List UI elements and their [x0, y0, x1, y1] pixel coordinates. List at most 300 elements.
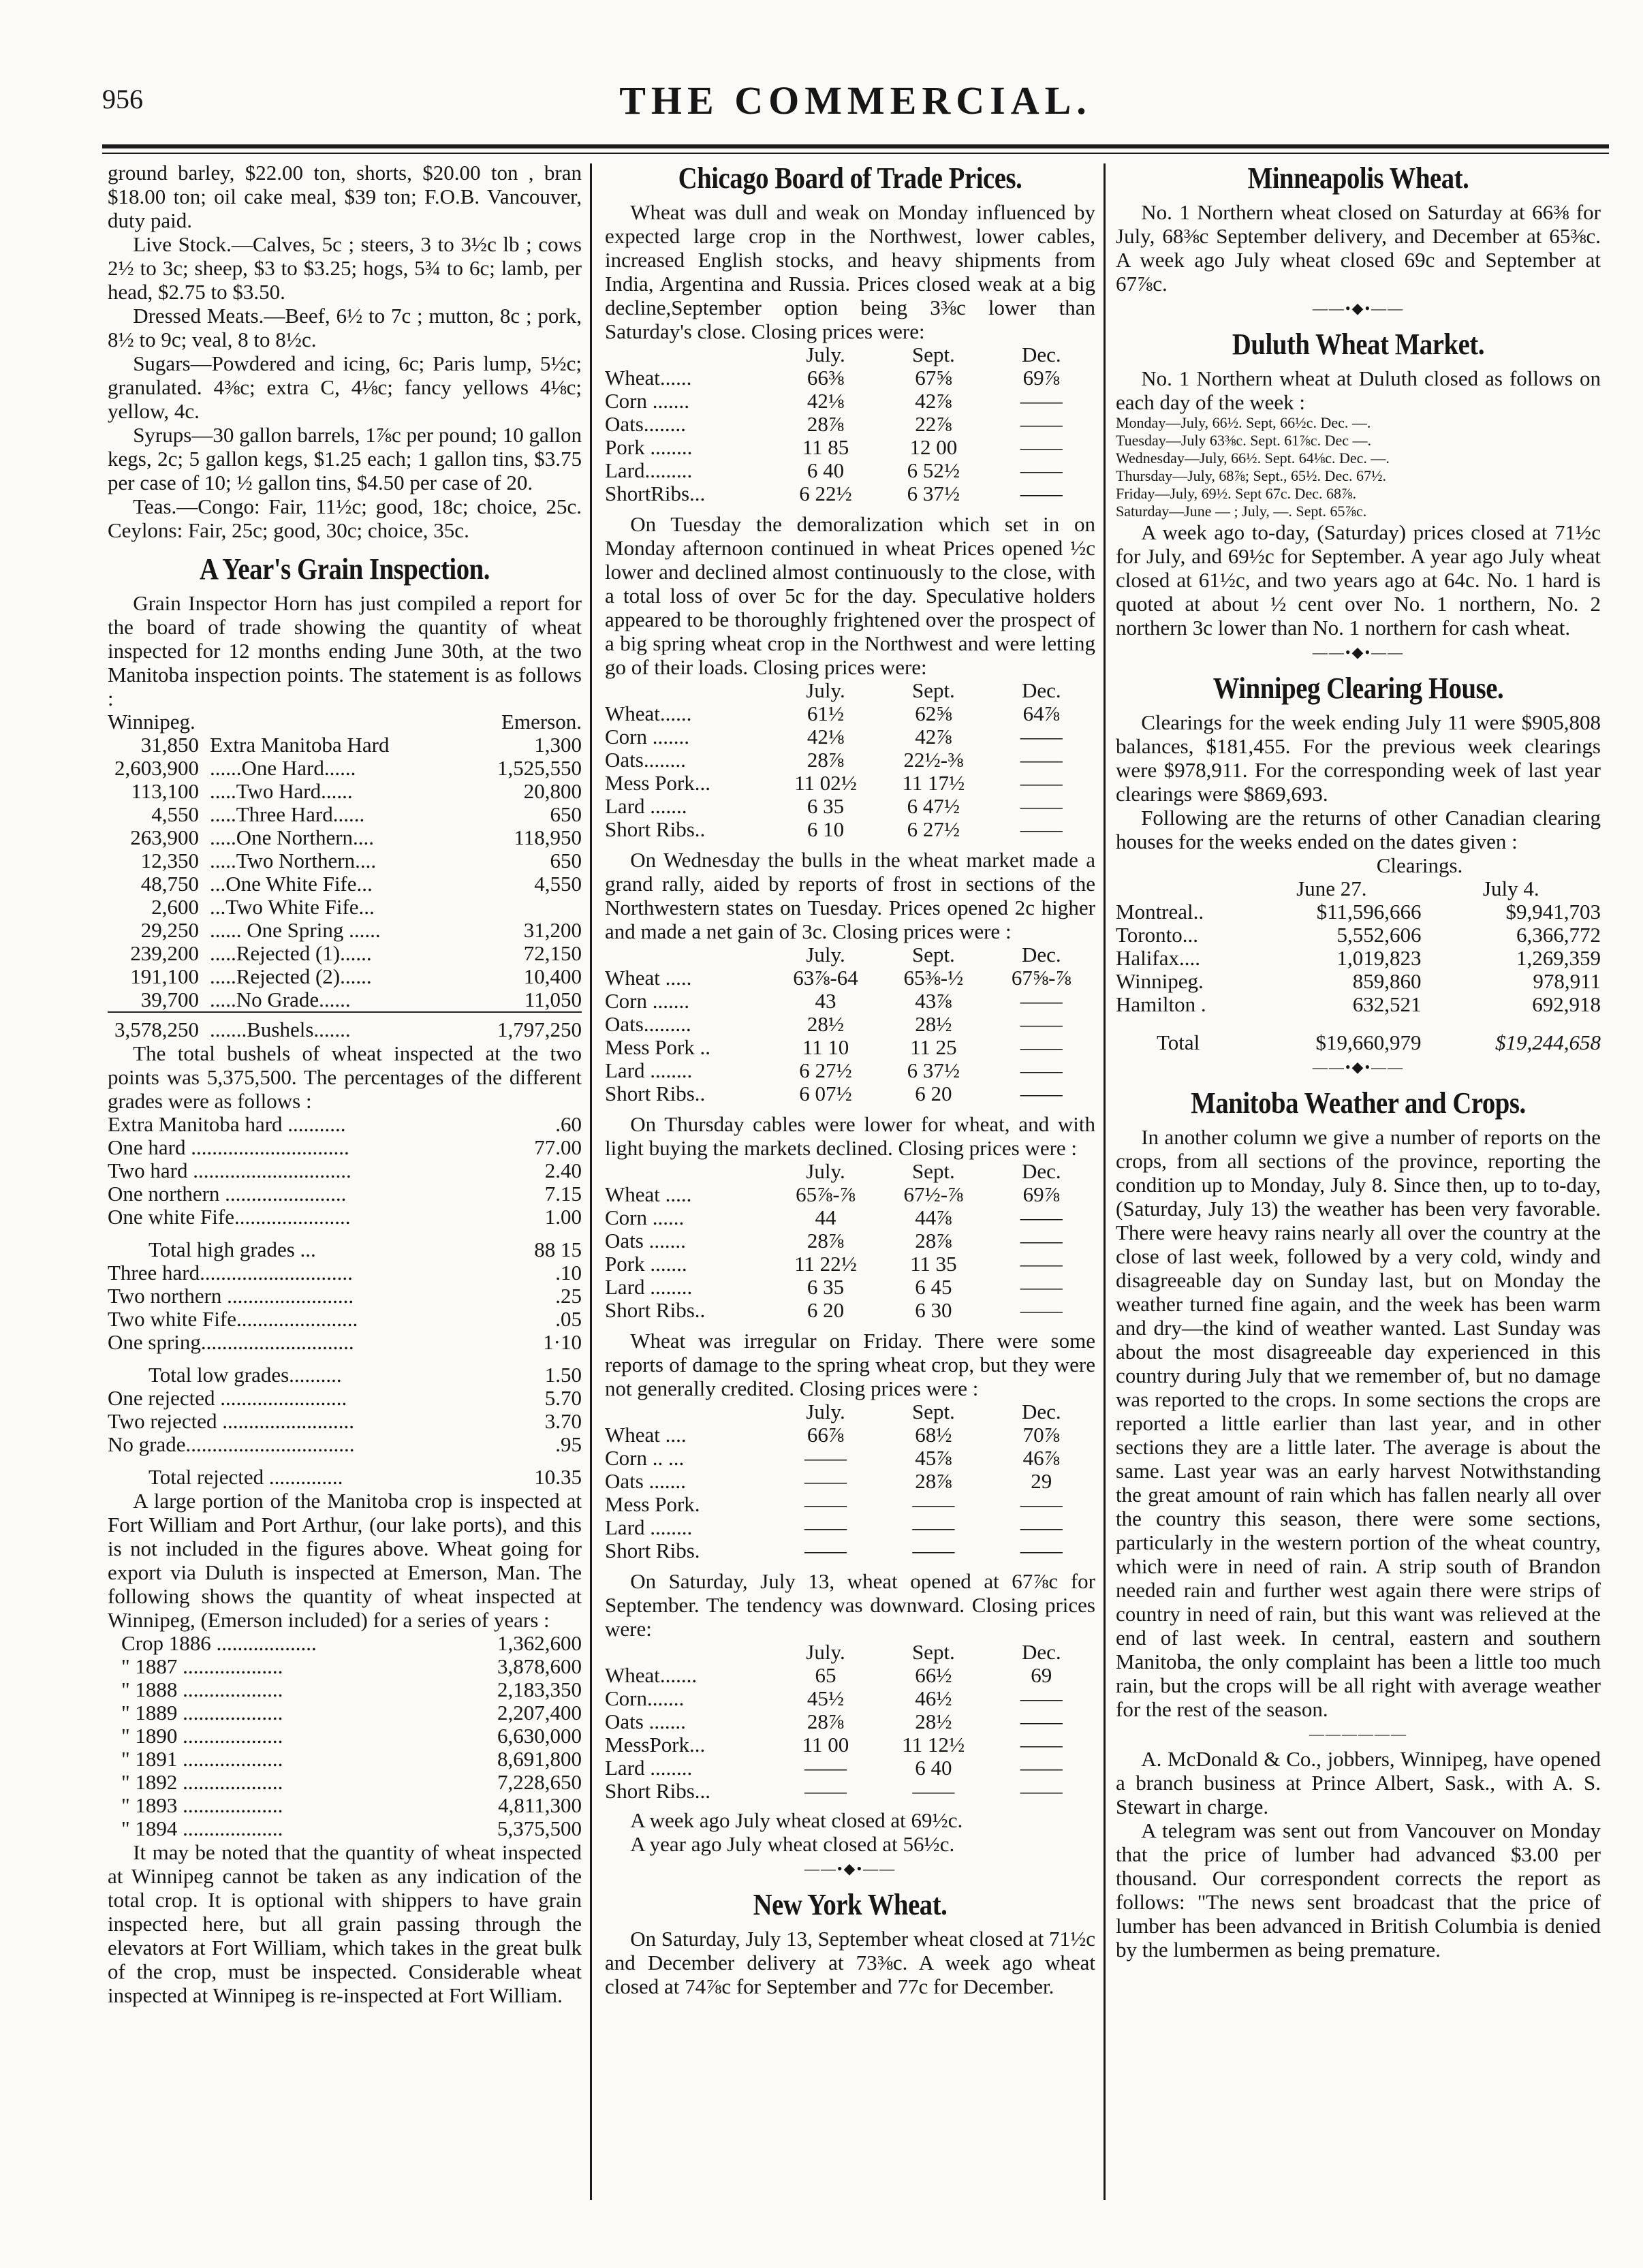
- table-row: [108, 826, 582, 849]
- table-cell: ——: [1020, 771, 1063, 795]
- table-cell: .....No Grade......: [210, 988, 351, 1011]
- table-cell: ——: [1020, 482, 1063, 505]
- table-cell: 5,552,606: [1336, 923, 1422, 947]
- table-cell: ——: [1020, 1686, 1063, 1710]
- table-row: [605, 436, 1095, 459]
- table-row: [108, 1771, 582, 1794]
- table-row: [605, 1733, 1095, 1757]
- table-row: [108, 1748, 582, 1771]
- table-cell: 28⅞: [915, 1229, 952, 1253]
- table-cell: 29,250: [140, 918, 199, 942]
- table-header-row: [1116, 877, 1601, 900]
- table-row: [605, 1516, 1095, 1539]
- table-cell: 3.70: [544, 1409, 582, 1433]
- article-paragraph: Dressed Meats.—Beef, 6½ to 7c ; mutton, 8c ; pork, 8½ to 9c; veal, 8 to 8½c.: [108, 304, 582, 351]
- article-paragraph: On Saturday, July 13, wheat opened at 67⅞c for September. The tendency was downward. Closing prices were:: [605, 1569, 1095, 1641]
- table-cell: " 1894 ...................: [121, 1816, 283, 1840]
- table-cell: 61½: [807, 702, 845, 725]
- article-paragraph: No. 1 Northern wheat closed on Saturday at 66⅜ for July, 68⅜c September delivery, and December at 65⅜c. A week ago July wheat closed 69c and September at 67⅞c.: [1116, 200, 1601, 296]
- table-cell: ...One White Fife...: [210, 872, 373, 896]
- table-cell: 6 35: [807, 794, 845, 818]
- header-rule-thick: [102, 144, 1609, 148]
- table-row: [108, 919, 582, 942]
- column-header: Sept.: [911, 1159, 955, 1183]
- table-cell: 4,811,300: [498, 1793, 582, 1817]
- table-row: [108, 872, 582, 896]
- article-title: Winnipeg Clearing House.: [1212, 672, 1504, 705]
- table-cell: .95: [555, 1432, 582, 1456]
- table-cell: MessPork...: [605, 1733, 706, 1757]
- column-header: July.: [806, 1400, 845, 1423]
- table-cell: Total: [1157, 1030, 1200, 1054]
- table-cell: ——: [912, 1539, 955, 1562]
- table-cell: 31,200: [523, 918, 582, 942]
- table-cell: Lard ........: [605, 1058, 693, 1082]
- article-title: Manitoba Weather and Crops.: [1191, 1086, 1526, 1120]
- article-paragraph: The total bushels of wheat inspected at the two points was 5,375,500. The percentages of the different grades were as follows :: [108, 1041, 582, 1113]
- table-cell: 69⅞: [1022, 1182, 1060, 1206]
- table-row: [605, 1036, 1095, 1059]
- column-header: July.: [806, 1640, 845, 1664]
- table-cell: 39,700: [140, 988, 199, 1011]
- table-cell: ——: [1020, 435, 1063, 459]
- table-row: [605, 1780, 1095, 1803]
- table-cell: 6,630,000: [497, 1724, 582, 1748]
- table-row: [605, 1447, 1095, 1470]
- price-table: [605, 343, 1095, 505]
- table-row: [605, 1082, 1095, 1105]
- table-cell: 2,183,350: [497, 1678, 582, 1701]
- table-cell: Lard.........: [605, 458, 693, 482]
- table-cell: 44: [815, 1206, 836, 1229]
- column-header: July.: [806, 943, 845, 966]
- table-cell: Mess Pork ..: [605, 1035, 711, 1059]
- table-cell: ——: [1020, 794, 1063, 818]
- table-cell: ——: [1020, 1206, 1063, 1229]
- table-row: [605, 1206, 1095, 1229]
- table-cell: 650: [550, 849, 582, 872]
- table-cell: 43⅞: [915, 989, 952, 1013]
- table-cell: Wheat .....: [605, 1182, 692, 1206]
- table-cell: Corn .. ...: [605, 1446, 685, 1470]
- table-cell: 28⅞: [807, 748, 845, 772]
- table-row: [605, 702, 1095, 725]
- table-cell: $11,596,666: [1316, 900, 1422, 924]
- table-cell: ——: [804, 1492, 847, 1516]
- article-paragraph: It may be noted that the quantity of wheat inspected at Winnipeg cannot be taken as any indication of the total crop. It is optional with shippers to have grain inspected here, but all grain passing through the elevators at Fort William, which takes in the great bulk of the crop, must be inspected. Considerable wheat inspected at Winnipeg is re-inspected at Fort William.: [108, 1840, 582, 2007]
- column-header: July 4.: [1482, 877, 1539, 900]
- table-row: [605, 1299, 1095, 1322]
- table-cell: ...... One Spring ......: [210, 918, 381, 942]
- table-row: [108, 1285, 582, 1308]
- column-header: Sept.: [911, 1400, 955, 1423]
- table-cell: 1,797,250: [497, 1018, 582, 1041]
- table-cell: 77.00: [534, 1135, 582, 1159]
- table-cell: 44⅞: [915, 1206, 952, 1229]
- article-paragraph: On Tuesday the demoralization which set in on Monday afternoon continued in wheat Prices opened ½c lower and declined almost continuously to the close, with a total loss of over 5c for the day. Speculative holders appeared to be thoroughly frightened over the prospect of a big spring wheat crop in the Northwest and were letting go of their loads. Closing prices were:: [605, 512, 1095, 679]
- table-cell: 8,691,800: [497, 1747, 582, 1771]
- table-header-row: [605, 1160, 1095, 1183]
- table-row: [605, 990, 1095, 1013]
- section-divider: ——•◆•——: [1312, 644, 1405, 661]
- table-cell: 64⅞: [1022, 702, 1060, 725]
- table-cell: 3,578,250: [114, 1018, 199, 1041]
- article-title: Minneapolis Wheat.: [1247, 161, 1469, 195]
- table-row: [108, 1632, 582, 1655]
- table-cell: .....Rejected (2)......: [210, 964, 372, 988]
- article-paragraph: Grain Inspector Horn has just compiled a report for the board of trade showing the quantity of wheat inspected for 12 months ending June 30th, at the two Manitoba inspection points. The statement is as follows :: [108, 591, 582, 710]
- table-row: [605, 1757, 1095, 1780]
- table-cell: ——: [1020, 1710, 1063, 1733]
- table-cell: One northern .......................: [108, 1182, 347, 1206]
- table-row: [605, 482, 1095, 505]
- table-cell: 6 35: [807, 1275, 845, 1299]
- table-cell: 43: [815, 989, 836, 1013]
- article-paragraph: Live Stock.—Calves, 5c ; steers, 3 to 3½c lb ; cows 2½ to 3c; sheep, $3 to $3.25; hogs, 5¾ to 6c; lamb, per head, $2.75 to $3.50.: [108, 232, 582, 304]
- clearings-table: [1116, 877, 1601, 1054]
- table-cell: .25: [555, 1284, 582, 1308]
- table-cell: .....Two Northern....: [210, 849, 377, 872]
- table-header-row: [605, 943, 1095, 966]
- table-cell: 31,850: [140, 733, 199, 757]
- section-divider: ——————: [1309, 1725, 1407, 1742]
- table-cell: 11 85: [802, 435, 849, 459]
- table-row: [1116, 924, 1601, 947]
- column-header: Dec.: [1021, 1400, 1061, 1423]
- table-row: [605, 818, 1095, 841]
- table-cell: One spring.............................: [108, 1330, 354, 1354]
- list-item: Tuesday—July 63⅜c. Sept. 61⅞c. Dec —.: [1116, 432, 1371, 449]
- table-cell: 11 22½: [794, 1252, 857, 1276]
- column-1: [108, 161, 582, 2231]
- table-cell: ——: [1020, 1229, 1063, 1253]
- column-header: Dec.: [1021, 678, 1061, 702]
- table-cell: " 1892 ...................: [121, 1770, 283, 1794]
- table-cell: 69⅞: [1022, 366, 1060, 390]
- table-cell: 6 52½: [907, 458, 960, 482]
- table-row: [605, 1710, 1095, 1733]
- table-cell: $19,660,979: [1315, 1030, 1422, 1054]
- table-cell: 67½-⅞: [903, 1182, 964, 1206]
- table-cell: Oats .......: [605, 1710, 686, 1733]
- table-cell: 6 10: [807, 817, 845, 841]
- table-cell: $19,244,658: [1495, 1030, 1601, 1054]
- table-cell: ——: [912, 1492, 955, 1516]
- table-cell: 6 22½: [799, 482, 852, 505]
- table-cell: 4,550: [151, 802, 199, 826]
- table-cell: 66⅞: [807, 1423, 845, 1447]
- table-row: [108, 803, 582, 826]
- table-cell: 22½-⅜: [903, 748, 964, 772]
- page-header: [102, 68, 1609, 143]
- price-table: [605, 679, 1095, 841]
- crops-table: [108, 1632, 582, 1840]
- article-paragraph: On Wednesday the bulls in the wheat market made a grand rally, aided by reports of frost in sections of the Northwestern states on Tuesday. Prices opened 2c higher and made a net gain of 3c. Closing prices were :: [605, 848, 1095, 943]
- duluth-daily-list: [1116, 414, 1601, 520]
- article-paragraph: A week ago to-day, (Saturday) prices closed at 71½c for July, and 69½c for September. A year ago July wheat closed at 61½c, and two years ago at 64c. No. 1 hard is quoted at about ½ cent over No. 1 northern, No. 2 northern 3c lower than No. 1 northern for cash wheat.: [1116, 520, 1601, 640]
- table-cell: Corn ......: [605, 1206, 685, 1229]
- table-row: [108, 1261, 582, 1285]
- table-cell: Hamilton .: [1116, 992, 1206, 1016]
- table-cell: 11 10: [802, 1035, 849, 1059]
- table-cell: Two white Fife.......................: [108, 1307, 358, 1331]
- table-row: [108, 1206, 582, 1229]
- table-row: [108, 1410, 582, 1433]
- table-cell: 11 12½: [902, 1733, 965, 1757]
- table-cell: 45⅞: [915, 1446, 952, 1470]
- column-header: Dec.: [1021, 1640, 1061, 1664]
- table-cell: 42⅞: [915, 725, 952, 749]
- table-row: [605, 413, 1095, 436]
- table-cell: 191,100: [130, 964, 199, 988]
- table-cell: Oats.........: [605, 1012, 691, 1036]
- table-row: [1116, 993, 1601, 1016]
- table-cell: .10: [555, 1261, 582, 1285]
- table-cell: 6 37½: [907, 482, 960, 505]
- table-cell: .......Bushels.......: [210, 1018, 351, 1041]
- table-cell: Oats........: [605, 748, 686, 772]
- table-cell: 67⅝-⅞: [1011, 966, 1071, 990]
- table-cell: ——: [804, 1779, 847, 1803]
- article-title: A Year's Grain Inspection.: [200, 552, 490, 586]
- header-rule-thin: [102, 153, 1609, 154]
- table-cell: Corn .......: [605, 989, 689, 1013]
- article-paragraph: Following are the returns of other Canadian clearing houses for the weeks ended on the dates given :: [1116, 806, 1601, 853]
- table-cell: 45½: [807, 1686, 845, 1710]
- table-cell: Short Ribs..: [605, 1082, 706, 1105]
- table-cell: ShortRibs...: [605, 482, 706, 505]
- chicago-days: [605, 200, 1095, 1803]
- table-cell: 28⅞: [807, 1710, 845, 1733]
- table-cell: 11 00: [802, 1733, 849, 1757]
- table-cell: ——: [1020, 1492, 1063, 1516]
- table-row: [605, 772, 1095, 795]
- column-3: [1116, 161, 1601, 2231]
- table-row: [108, 1817, 582, 1840]
- article-paragraph: Teas.—Congo: Fair, 11½c; good, 18c; choice, 25c. Ceylons: Fair, 25c; good, 30c; choice, 35c.: [108, 494, 582, 542]
- table-cell: 42⅛: [807, 389, 845, 413]
- table-cell: 28⅞: [807, 1229, 845, 1253]
- table-cell: Corn .......: [605, 389, 689, 413]
- table-cell: 2.40: [544, 1159, 582, 1182]
- table-cell: Short Ribs..: [605, 1298, 706, 1322]
- article-title: Chicago Board of Trade Prices.: [678, 161, 1022, 195]
- table-cell: 69: [1031, 1663, 1052, 1687]
- column-header: Sept.: [911, 943, 955, 966]
- table-cell: Extra Manitoba Hard: [210, 733, 390, 757]
- table-row: [108, 1113, 582, 1136]
- table-row: [605, 1229, 1095, 1253]
- table-row: [605, 1687, 1095, 1710]
- table-cell: 6 47½: [907, 794, 960, 818]
- table-row: [108, 1655, 582, 1678]
- table-row: [108, 1794, 582, 1817]
- table-cell: One white Fife......................: [108, 1205, 351, 1229]
- table-row: [108, 1701, 582, 1724]
- table-cell: ——: [1020, 1058, 1063, 1082]
- table-cell: ——: [804, 1756, 847, 1780]
- table-cell: ——: [804, 1539, 847, 1562]
- table-cell: Total rejected ..............: [148, 1465, 343, 1489]
- table-cell: ——: [1020, 458, 1063, 482]
- table-cell: ——: [804, 1515, 847, 1539]
- table-cell: Oats .......: [605, 1229, 686, 1253]
- table-cell: 978,911: [1533, 969, 1601, 993]
- table-cell: Lard ........: [605, 1515, 693, 1539]
- section-divider: ——•◆•——: [1312, 300, 1405, 317]
- table-cell: Wheat .....: [605, 966, 692, 990]
- table-cell: Oats .......: [605, 1469, 686, 1493]
- table-row: [108, 734, 582, 757]
- table-cell: .....Rejected (1)......: [210, 941, 372, 965]
- table-cell: $9,941,703: [1505, 900, 1601, 924]
- table-cell: Pork .......: [605, 1252, 687, 1276]
- article-paragraph: Wheat was irregular on Friday. There were some reports of damage to the spring wheat crop, but they were not generally credited. Closing prices were :: [605, 1329, 1095, 1400]
- table-row: [1116, 900, 1601, 924]
- article-title: New York Wheat.: [753, 1888, 948, 1921]
- table-total-row: [1116, 1016, 1601, 1054]
- table-cell: 22⅞: [915, 412, 952, 436]
- list-item: Saturday—June — ; July, —. Sept. 65⅞c.: [1116, 503, 1367, 520]
- article-paragraph: No. 1 Northern wheat at Duluth closed as follows on each day of the week :: [1116, 366, 1601, 414]
- table-cell: 70⅞: [1022, 1423, 1060, 1447]
- table-cell: ——: [1020, 1539, 1063, 1562]
- table-cell: Short Ribs...: [605, 1779, 711, 1803]
- table-cell: 66½: [915, 1663, 952, 1687]
- article-paragraph: On Saturday, July 13, September wheat closed at 71½c and December delivery at 73⅜c. A week ago wheat closed at 74⅞c for September and 77c for December.: [605, 1927, 1095, 1998]
- table-cell: Total high grades ...: [148, 1238, 316, 1261]
- table-cell: 239,200: [130, 941, 199, 965]
- table-cell: ...Two White Fife...: [210, 895, 375, 919]
- table-cell: Two rejected .........................: [108, 1409, 354, 1433]
- table-row: [108, 757, 582, 780]
- masthead-title: THE COMMERCIAL.: [619, 78, 1092, 123]
- column-divider: [590, 163, 592, 2200]
- table-row: [605, 966, 1095, 990]
- table-cell: 11 25: [910, 1035, 957, 1059]
- table-cell: ——: [1020, 748, 1063, 772]
- price-table: [605, 943, 1095, 1105]
- table-cell: 2,603,900: [114, 756, 199, 780]
- table-cell: 42⅞: [915, 389, 952, 413]
- table-cell: ——: [804, 1469, 847, 1493]
- table-cell: Wheat.......: [605, 1663, 698, 1687]
- table-cell: 46⅞: [1022, 1446, 1060, 1470]
- list-item: Friday—July, 69½. Sept 67c. Dec. 68⅞.: [1116, 485, 1356, 502]
- table-cell: Short Ribs..: [605, 817, 706, 841]
- table-row: [605, 1493, 1095, 1516]
- table-cell: 62⅝: [915, 702, 952, 725]
- table-cell: ——: [1020, 1298, 1063, 1322]
- list-item: Monday—July, 66½. Sept, 66½c. Dec. —.: [1116, 414, 1371, 431]
- table-row: [108, 1387, 582, 1410]
- table-cell: One rejected ........................: [108, 1386, 347, 1410]
- table-cell: No grade................................: [108, 1432, 355, 1456]
- table-cell: " 1891 ...................: [121, 1747, 283, 1771]
- table-cell: Extra Manitoba hard ...........: [108, 1112, 346, 1136]
- table-cell: ——: [1020, 1012, 1063, 1036]
- column-header: June 27.: [1296, 877, 1367, 900]
- grades-table: [108, 1113, 582, 1489]
- table-header-row: [605, 1641, 1095, 1664]
- table-cell: Wheat......: [605, 366, 692, 390]
- table-cell: Oats........: [605, 412, 686, 436]
- table-cell: 3,878,600: [497, 1654, 582, 1678]
- table-cell: 113,100: [131, 779, 199, 803]
- table-row: [605, 390, 1095, 413]
- table-header-row: [605, 679, 1095, 702]
- table-cell: 6 27½: [907, 817, 960, 841]
- table-cell: Mess Pork...: [605, 771, 711, 795]
- section-divider: ——•◆•——: [1312, 1058, 1405, 1075]
- table-cell: 11 35: [910, 1252, 957, 1276]
- table-row: [108, 988, 582, 1012]
- table-cell: Pork ........: [605, 435, 693, 459]
- table-cell: 65: [815, 1663, 836, 1687]
- table-cell: 42⅛: [807, 725, 845, 749]
- table-cell: " 1893 ...................: [121, 1793, 283, 1817]
- table-cell: Three hard.............................: [108, 1261, 353, 1285]
- table-cell: 67⅝: [915, 366, 952, 390]
- table-cell: 6 20: [915, 1082, 952, 1105]
- table-cell: 6 45: [915, 1275, 952, 1299]
- table-cell: 1·10: [543, 1330, 582, 1354]
- table-row: [605, 725, 1095, 749]
- table-cell: ——: [1020, 989, 1063, 1013]
- table-cell: Toronto...: [1116, 923, 1198, 947]
- table-cell: " 1888 ...................: [121, 1678, 283, 1701]
- table-cell: 88 15: [534, 1238, 582, 1261]
- table-cell: 6 07½: [799, 1082, 852, 1105]
- table-cell: ......One Hard......: [210, 756, 356, 780]
- table-cell: Two hard ..............................: [108, 1159, 351, 1182]
- table-cell: 4,550: [534, 872, 582, 896]
- table-cell: .60: [555, 1112, 582, 1136]
- table-total-row: [108, 1229, 582, 1261]
- table-cell: 1.00: [544, 1205, 582, 1229]
- table-cell: 1,300: [534, 733, 582, 757]
- table-cell: 118,950: [514, 825, 582, 849]
- article-paragraph: Clearings for the week ending July 11 were $905,808 balances, $181,455. For the previous week clearings were $978,911. For the corresponding week of last year clearings were $869,693.: [1116, 710, 1601, 806]
- table-cell: Lard ........: [605, 1275, 693, 1299]
- table-cell: Halifax....: [1116, 946, 1200, 970]
- table-cell: 692,918: [1532, 992, 1601, 1016]
- table-cell: ——: [1020, 1252, 1063, 1276]
- table-cell: 66⅜: [807, 366, 845, 390]
- table-row: [605, 1183, 1095, 1206]
- clearings-label: Clearings.: [1376, 853, 1463, 877]
- table-cell: 46½: [915, 1686, 952, 1710]
- column-header: Sept.: [911, 678, 955, 702]
- table-cell: 6,366,772: [1516, 923, 1601, 947]
- column-header: July.: [806, 1159, 845, 1183]
- table-cell: Lard ........: [605, 1756, 693, 1780]
- table-row: [108, 780, 582, 803]
- table-row: [1116, 970, 1601, 993]
- table-row: [605, 1423, 1095, 1447]
- table-cell: 65⅜-½: [903, 966, 964, 990]
- table-cell: 1.50: [544, 1363, 582, 1387]
- table-cell: ——: [1020, 725, 1063, 749]
- table-cell: 7,228,650: [497, 1770, 582, 1794]
- table-cell: .05: [555, 1307, 582, 1331]
- table-cell: 11 17½: [902, 771, 965, 795]
- table-cell: 650: [550, 802, 582, 826]
- table-cell: ——: [1020, 1035, 1063, 1059]
- table-cell: ——: [1020, 412, 1063, 436]
- table-cell: " 1890 ...................: [121, 1724, 283, 1748]
- table-cell: 632,521: [1352, 992, 1422, 1016]
